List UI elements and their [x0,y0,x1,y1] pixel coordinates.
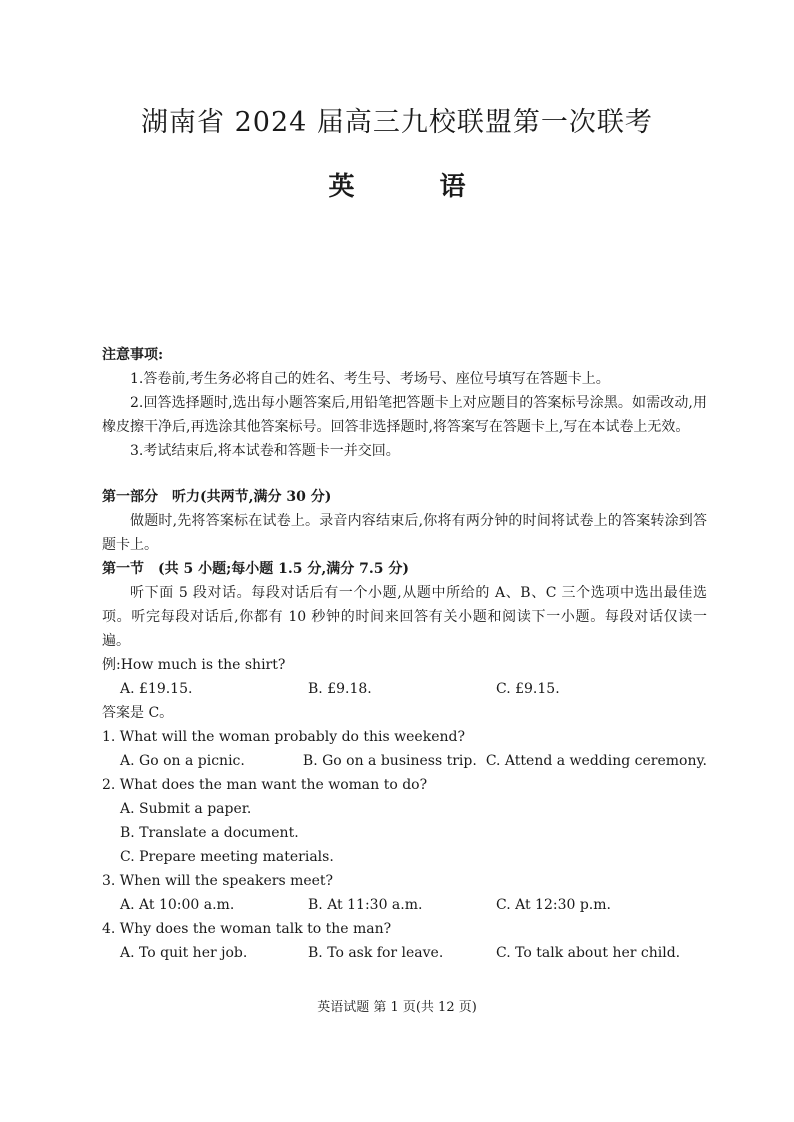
question-4-option-b: B. To ask for leave. [308,945,444,961]
example-option-c: C. £9.15. [496,681,560,697]
section1-instruction: 听下面 5 段对话。每段对话后有一个小题,从题中所给的 A、B、C 三个选项中选出最佳选项。听完每段对话后,你都有 10 秒钟的时间来回答有关小题和阅读下一小题。每段对话仅读一遍。 [102,585,707,649]
section1-heading: 第一节 (共 5 小题;每小题 1.5 分,满分 7.5 分) [102,561,409,577]
notice-item-1: 1.答卷前,考生务必将自己的姓名、考生号、考场号、座位号填写在答题卡上。 [130,371,610,387]
question-1-option-c: C. Attend a wedding ceremony. [485,753,707,769]
question-3-option-b: B. At 11:30 a.m. [308,897,423,913]
example-option-b: B. £9.18. [308,681,372,697]
page-footer: 英语试题 第 1 页(共 12 页) [317,1000,477,1015]
example-option-a: A. £19.15. [120,681,193,697]
question-2-option-c: C. Prepare meeting materials. [120,849,334,865]
notice-item-3: 3.考试结束后,将本试卷和答题卡一并交回。 [130,443,400,459]
question-3-options [102,893,707,917]
notice-heading: 注意事项: [102,347,164,363]
question-4-options [102,941,707,965]
question-1-options [102,749,707,773]
question-1-option-a: A. Go on a picnic. [120,753,245,769]
question-2: 2. What does the man want the woman to do? [102,777,428,793]
question-1: 1. What will the woman probably do this weekend? [102,729,465,745]
question-4-option-a: A. To quit her job. [120,945,248,961]
question-4: 4. Why does the woman talk to the man? [102,921,392,937]
example-answer: 答案是 C。 [102,705,174,721]
exam-title: 湖南省 2024 届高三九校联盟第一次联考 [141,107,653,138]
question-1-option-b: B. Go on a business trip. [302,753,477,769]
question-2-option-a: A. Submit a paper. [120,801,252,817]
question-4-option-c: C. To talk about her child. [496,945,681,961]
question-3-option-c: C. At 12:30 p.m. [496,897,611,913]
example-options [102,677,707,701]
notice-item-2: 2.回答选择题时,选出每小题答案后,用铅笔把答题卡上对应题目的答案标号涂黑。如需改动,用橡皮擦干净后,再选涂其他答案标号。回答非选择题时,将答案写在答题卡上,写在本试卷上无效。 [102,395,707,435]
question-3: 3. When will the speakers meet? [102,873,334,889]
question-3-option-a: A. At 10:00 a.m. [120,897,235,913]
subject-title: 英 语 [328,172,504,202]
part1-instruction: 做题时,先将答案标在试卷上。录音内容结束后,你将有两分钟的时间将试卷上的答案转涂到答题卡上。 [102,513,707,553]
exam-content [102,343,707,965]
part1-heading: 第一部分 听力(共两节,满分 30 分) [102,489,332,505]
question-2-option-b: B. Translate a document. [120,825,299,841]
example-question: 例:How much is the shirt? [102,657,286,673]
spacer [102,463,707,485]
